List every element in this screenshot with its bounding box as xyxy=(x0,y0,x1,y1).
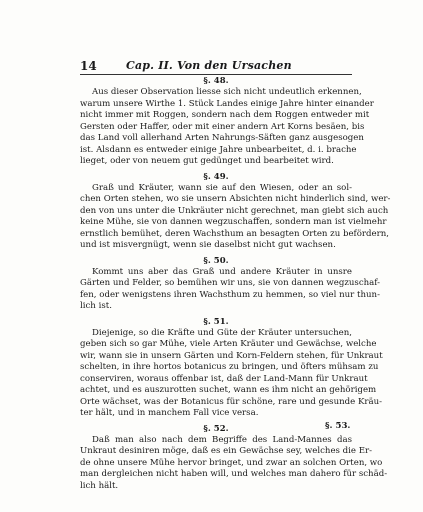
text-line: ist. Alsdann es entweder einige Jahre unbearbeitet, d. i. brache xyxy=(80,144,357,155)
text-line: de ohne unsere Mühe hervor bringet, und zwar an solchen Orten, wo xyxy=(80,457,383,468)
text-line: lich hält. xyxy=(80,480,119,491)
paragraph xyxy=(80,327,383,420)
text-line: Gärten und Felder, so bemühen wir uns, sie von dannen wegzuschaf- xyxy=(80,278,381,288)
text-line: das Land voll allerhand Arten Nahrungs-Säften ganz ausgesogen xyxy=(80,133,364,143)
section-number: §. 51. xyxy=(203,316,229,327)
text-line: Diejenige, so die Kräfte und Güte der Kräuter untersuchen, xyxy=(92,327,352,338)
text-line: lieget, oder von neuem gut gedünget und bearbeitet wird. xyxy=(80,156,334,166)
text-line: warum unsere Wirthe 1. Stück Landes einige Jahre hinter einander xyxy=(80,98,374,109)
text-line: conserviren, woraus offenbar ist, daß der Land-Mann für Unkraut xyxy=(80,373,368,384)
text-line: chen Orten stehen, wo sie unsern Absichten nicht hinderlich sind, wer- xyxy=(80,194,391,204)
section-number: §. 52. xyxy=(203,423,229,434)
page-body xyxy=(80,76,391,492)
text-line: Orte wächset, was der Botanicus für schöne, rare und gesunde Kräu- xyxy=(80,396,383,407)
text-line: Aus dieser Observation liesse sich nicht undeutlich erkennen, xyxy=(92,87,362,97)
paragraph xyxy=(80,182,391,252)
text-line: wir, wann sie in unsern Gärten und Korn-Feldern stehen, für Unkraut xyxy=(80,350,383,361)
text-line: Gersten oder Haffer, oder mit einer andern Art Korns besäen, bis xyxy=(80,121,365,132)
text-line: ernstlich bemühet, deren Wachsthum an besagten Orten zu befördern, xyxy=(80,228,389,239)
text-line: Unkraut desiniren möge, daß es ein Gewächse sey, welches die Er- xyxy=(80,446,373,456)
paragraph xyxy=(80,434,388,493)
text-line: nicht immer mit Roggen, sondern nach dem Roggen entweder mit xyxy=(80,110,370,120)
text-line: Graß und Kräuter, wann sie auf den Wiesen, oder an sol- xyxy=(92,182,352,193)
section-number: §. 48. xyxy=(203,76,229,86)
text-line: keine Mühe, sie von dannen wegzuschaffen, sondern man ist vielmehr xyxy=(80,217,387,227)
text-line: achtet, und es auszurotten suchet, wann es ihm nicht an gehörigem xyxy=(80,385,377,395)
text-line: Kommt uns aber das Graß und andere Kräuter in unsre xyxy=(92,266,352,277)
section-number: §. 50. xyxy=(203,255,229,266)
running-title: Cap. II. Von den Ursachen xyxy=(126,59,292,72)
page-header xyxy=(80,58,352,75)
text-line: lich ist. xyxy=(80,301,112,311)
text-line: Daß man also nach dem Begriffe des Land-Mannes das xyxy=(92,434,352,445)
text-line: geben sich so gar Mühe, viele Arten Kräuter und Gewächse, welche xyxy=(80,339,377,349)
paragraph xyxy=(80,266,381,313)
text-line: fen, oder wenigstens ihren Wachsthum zu hemmen, so viel nur thun- xyxy=(80,289,380,300)
text-line: den von uns unter die Unkräuter nicht gerechnet, man giebt sich auch xyxy=(80,205,389,216)
text-line: ter hält, und in manchem Fall vice versa. xyxy=(80,408,259,418)
text-line: und ist misvergnügt, wenn sie daselbst nicht gut wachsen. xyxy=(80,240,336,250)
paragraph xyxy=(80,87,374,168)
text-line: schelten, in ihre hortos botanicus zu bringen, und öfters mühsam zu xyxy=(80,362,379,372)
text-line: man dergleichen nicht haben will, und welches man dahero für schäd- xyxy=(80,469,388,479)
section-number: §. 49. xyxy=(203,171,229,182)
catchword: §. 53. xyxy=(325,421,351,431)
page-number: 14 xyxy=(80,59,97,73)
